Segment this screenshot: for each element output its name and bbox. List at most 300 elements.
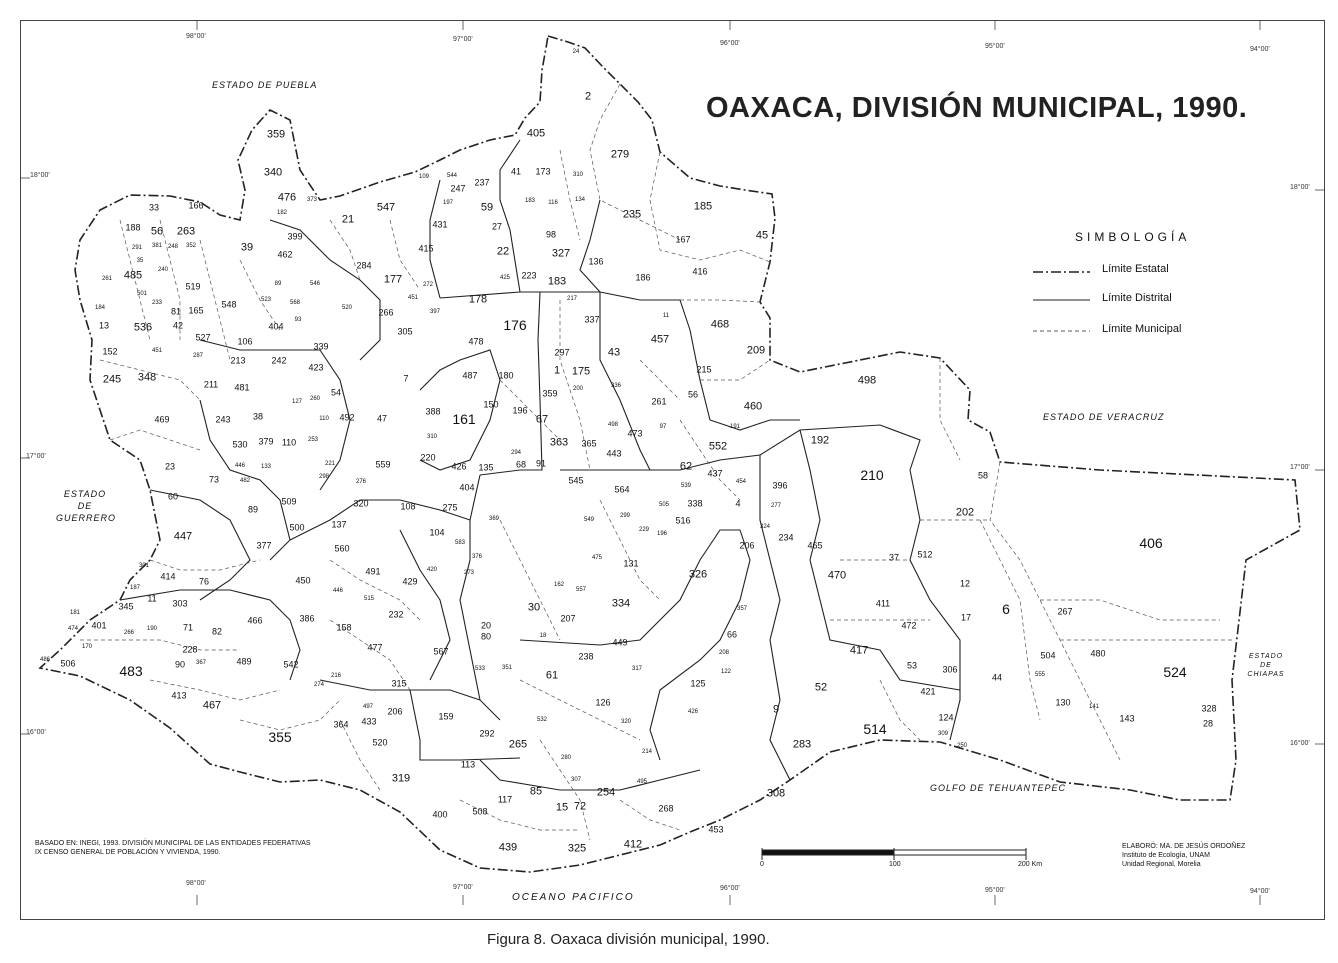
municipio-label: 505 xyxy=(658,502,670,508)
municipio-label: 348 xyxy=(137,371,157,384)
municipio-label: 178 xyxy=(468,293,488,306)
legend-item-distrital: Límite Distrital xyxy=(1102,292,1172,304)
municipio-label: 35 xyxy=(136,258,144,264)
coord-right-16: 16°00' xyxy=(1290,740,1310,747)
municipio-label: 39 xyxy=(240,241,254,254)
municipio-label: 546 xyxy=(309,281,321,287)
municipio-label: 136 xyxy=(588,256,604,267)
municipio-label: 110 xyxy=(319,416,329,422)
municipio-label: 131 xyxy=(623,558,639,569)
municipio-label: 60 xyxy=(167,491,179,502)
municipio-label: 299 xyxy=(619,513,631,519)
municipio-label: 89 xyxy=(247,504,259,515)
municipio-label: 208 xyxy=(718,650,730,656)
municipio-label: 196 xyxy=(656,531,668,537)
municipio-label: 20 xyxy=(480,620,492,631)
municipio-label: 106 xyxy=(237,336,253,347)
municipio-label: 207 xyxy=(560,613,576,624)
municipio-label: 447 xyxy=(173,530,193,543)
municipio-label: 470 xyxy=(827,569,847,582)
scale-label-0: 0 xyxy=(760,861,764,868)
municipio-label: 170 xyxy=(81,644,93,650)
municipio-label: 317 xyxy=(631,666,643,672)
scale-label-200: 200 Km xyxy=(1018,861,1043,868)
municipio-label: 451 xyxy=(151,348,163,354)
municipio-label: 466 xyxy=(247,615,263,626)
legend-item-estatal: Límite Estatal xyxy=(1102,263,1169,275)
municipio-label: 223 xyxy=(521,270,537,281)
municipio-label: 388 xyxy=(425,406,441,417)
municipio-label: 267 xyxy=(1057,606,1073,617)
coord-left-18: 18°00' xyxy=(30,172,50,179)
coord-bottom-95: 95°00' xyxy=(985,887,1005,894)
municipio-label: 6 xyxy=(1002,601,1010,617)
municipio-label: 287 xyxy=(192,353,204,359)
municipio-label: 71 xyxy=(182,622,194,633)
municipio-label: 167 xyxy=(675,234,691,245)
municipio-label: 12 xyxy=(959,578,971,589)
municipio-label: 486 xyxy=(39,657,51,663)
municipio-label: 243 xyxy=(215,414,231,425)
municipio-label: 450 xyxy=(295,575,311,586)
municipio-label: 62 xyxy=(679,460,693,473)
municipio-label: 483 xyxy=(119,663,143,679)
municipio-label: 468 xyxy=(710,318,730,331)
municipio-label: 495 xyxy=(636,779,648,785)
municipio-label: 206 xyxy=(739,540,755,551)
municipio-label: 549 xyxy=(583,517,595,523)
municipio-label: 498 xyxy=(857,374,877,387)
municipio-label: 82 xyxy=(211,626,223,637)
municipio-label: 220 xyxy=(420,452,436,463)
municipio-label: 266 xyxy=(378,307,394,318)
municipio-label: 80 xyxy=(480,631,492,642)
municipio-label: 431 xyxy=(432,219,448,230)
municipio-label: 320 xyxy=(353,498,369,509)
municipio-label: 192 xyxy=(810,434,830,447)
municipio-label: 137 xyxy=(331,519,347,530)
municipio-label: 399 xyxy=(287,231,303,242)
municipio-label: 141 xyxy=(1088,704,1100,710)
municipio-label: 176 xyxy=(503,317,527,333)
municipio-label: 320 xyxy=(620,719,632,725)
municipio-label: 477 xyxy=(367,642,383,653)
region-label-guerrero-1: ESTADO xyxy=(63,489,107,499)
municipio-label: 460 xyxy=(743,400,763,413)
municipio-label: 359 xyxy=(542,388,558,399)
municipio-label: 294 xyxy=(510,450,522,456)
municipio-label: 446 xyxy=(234,463,246,469)
municipio-label: 462 xyxy=(277,249,293,260)
municipio-label: 206 xyxy=(387,706,403,717)
municipio-label: 245 xyxy=(102,373,122,386)
municipio-label: 500 xyxy=(289,522,305,533)
municipio-label: 501 xyxy=(136,291,148,297)
municipio-label: 559 xyxy=(375,459,391,470)
municipio-label: 298 xyxy=(318,474,330,480)
credit-line-3: Unidad Regional, Morelia xyxy=(1122,861,1201,868)
municipio-label: 506 xyxy=(60,658,76,669)
coord-top-96: 96°00' xyxy=(720,40,740,47)
municipio-label: 124 xyxy=(938,712,954,723)
municipio-label: 254 xyxy=(596,786,616,799)
municipio-label: 472 xyxy=(901,620,917,631)
municipio-label: 268 xyxy=(658,803,674,814)
municipio-label: 453 xyxy=(708,824,724,835)
municipio-label: 165 xyxy=(188,305,204,316)
municipio-label: 473 xyxy=(627,428,643,439)
municipio-label: 412 xyxy=(623,838,643,851)
coord-right-18: 18°00' xyxy=(1290,184,1310,191)
municipio-label: 515 xyxy=(363,596,375,602)
municipio-label: 116 xyxy=(548,200,558,206)
municipio-label: 130 xyxy=(1055,697,1071,708)
municipio-label: 492 xyxy=(339,412,355,423)
municipio-label: 509 xyxy=(281,496,297,507)
figure-caption: Figura 8. Oaxaca división municipal, 1990. xyxy=(487,931,770,948)
municipio-label: 1 xyxy=(553,364,561,377)
municipio-label: 21 xyxy=(341,213,355,226)
municipio-label: 240 xyxy=(157,267,169,273)
municipio-label: 429 xyxy=(402,576,418,587)
municipio-label: 315 xyxy=(391,678,407,689)
region-label-veracruz: ESTADO DE VERACRUZ xyxy=(1043,412,1165,422)
credit-line-2: Instituto de Ecología, UNAM xyxy=(1122,852,1210,859)
coord-left-17: 17°00' xyxy=(26,453,46,460)
municipio-label: 457 xyxy=(650,333,670,346)
municipio-label: 90 xyxy=(174,659,186,670)
municipio-label: 54 xyxy=(330,387,342,398)
municipio-label: 61 xyxy=(545,669,559,682)
coord-top-94: 94°00' xyxy=(1250,46,1270,53)
municipio-label: 91 xyxy=(535,458,547,469)
municipio-label: 109 xyxy=(418,174,430,180)
municipio-label: 446 xyxy=(332,588,344,594)
municipio-label: 27 xyxy=(491,221,503,232)
municipio-label: 475 xyxy=(591,555,603,561)
municipio-label: 261 xyxy=(101,276,113,282)
municipio-label: 564 xyxy=(614,484,630,495)
municipio-label: 433 xyxy=(361,716,377,727)
municipio-label: 523 xyxy=(260,297,272,303)
municipio-label: 404 xyxy=(459,482,475,493)
municipio-label: 291 xyxy=(131,245,143,251)
region-label-chiapas-2: DE xyxy=(1260,662,1272,669)
municipio-label: 386 xyxy=(299,613,315,624)
region-label-chiapas-1: ESTADO xyxy=(1248,653,1284,660)
municipio-label: 357 xyxy=(736,606,748,612)
scale-bar xyxy=(762,848,1026,860)
municipio-label: 263 xyxy=(176,225,196,238)
municipio-label: 38 xyxy=(252,411,264,422)
municipio-label: 280 xyxy=(560,755,572,761)
municipal-boundaries xyxy=(80,84,1232,840)
municipio-label: 213 xyxy=(230,355,246,366)
municipio-label: 480 xyxy=(1090,648,1106,659)
municipio-label: 476 xyxy=(277,191,297,204)
municipio-label: 443 xyxy=(606,448,622,459)
municipio-label: 328 xyxy=(1201,703,1217,714)
municipio-label: 196 xyxy=(512,405,528,416)
municipio-label: 7 xyxy=(403,373,409,384)
municipio-label: 150 xyxy=(483,399,499,410)
municipio-label: 44 xyxy=(991,672,1003,683)
municipio-label: 557 xyxy=(575,587,587,593)
municipio-label: 197 xyxy=(442,200,454,206)
coord-top-98: 98°00' xyxy=(186,33,206,40)
municipio-label: 273 xyxy=(463,570,475,576)
municipio-label: 405 xyxy=(526,127,546,140)
municipio-label: 11 xyxy=(662,313,670,319)
municipio-label: 583 xyxy=(454,540,466,546)
municipio-label: 545 xyxy=(568,475,584,486)
municipio-label: 310 xyxy=(426,434,438,440)
municipio-label: 532 xyxy=(536,717,548,723)
municipio-label: 413 xyxy=(171,690,187,701)
municipio-label: 481 xyxy=(234,382,250,393)
municipio-label: 555 xyxy=(1034,672,1046,678)
municipio-label: 210 xyxy=(860,467,884,483)
municipio-label: 336 xyxy=(610,383,622,389)
municipio-label: 125 xyxy=(690,678,706,689)
municipio-label: 126 xyxy=(595,697,611,708)
municipio-label: 242 xyxy=(271,355,287,366)
municipio-label: 13 xyxy=(98,320,110,331)
municipio-label: 497 xyxy=(362,704,374,710)
municipio-label: 485 xyxy=(123,269,143,282)
municipio-label: 217 xyxy=(566,296,578,302)
municipio-label: 215 xyxy=(696,364,712,375)
municipio-label: 276 xyxy=(355,479,367,485)
municipio-label: 127 xyxy=(291,399,303,405)
municipio-label: 113 xyxy=(460,759,476,770)
municipio-label: 319 xyxy=(391,772,411,785)
municipio-label: 334 xyxy=(611,597,631,610)
municipio-label: 18 xyxy=(539,633,547,639)
municipio-label: 411 xyxy=(875,598,891,609)
source-note-line-1: BASADO EN: INEGI, 1993. DIVISIÓN MUNICIPAL DE LAS ENTIDADES FEDERATIVAS xyxy=(35,840,311,847)
municipio-label: 41 xyxy=(510,166,522,177)
municipio-label: 274 xyxy=(313,682,325,688)
municipio-label: 416 xyxy=(692,266,708,277)
map-title: OAXACA, DIVISIÓN MUNICIPAL, 1990. xyxy=(706,92,1248,124)
municipio-label: 23 xyxy=(164,461,176,472)
municipio-label: 324 xyxy=(759,524,771,530)
municipio-label: 519 xyxy=(185,281,201,292)
municipio-label: 467 xyxy=(202,699,222,712)
municipio-label: 469 xyxy=(154,414,170,425)
municipio-label: 272 xyxy=(422,282,434,288)
municipio-label: 369 xyxy=(488,516,500,522)
municipio-label: 4 xyxy=(735,498,741,509)
municipio-label: 72 xyxy=(573,800,587,813)
municipio-label: 504 xyxy=(1040,650,1056,661)
municipio-label: 250 xyxy=(956,743,968,749)
municipio-label: 363 xyxy=(549,436,569,449)
region-label-puebla: ESTADO DE PUEBLA xyxy=(212,80,318,90)
municipio-label: 396 xyxy=(772,480,788,491)
municipio-label: 516 xyxy=(675,515,691,526)
municipio-label: 190 xyxy=(146,626,158,632)
municipio-label: 498 xyxy=(607,422,619,428)
municipio-label: 474 xyxy=(67,626,79,632)
coord-bottom-97: 97°00' xyxy=(453,884,473,891)
municipio-label: 253 xyxy=(307,437,319,443)
municipio-label: 520 xyxy=(372,737,388,748)
coord-top-95: 95°00' xyxy=(985,43,1005,50)
municipio-label: 365 xyxy=(581,438,597,449)
coordinate-ticks xyxy=(20,20,1325,905)
municipio-label: 232 xyxy=(388,609,404,620)
municipio-label: 260 xyxy=(309,396,321,402)
municipio-label: 567 xyxy=(433,646,449,657)
municipio-label: 81 xyxy=(170,306,182,317)
municipio-label: 85 xyxy=(529,785,543,798)
municipio-label: 56 xyxy=(150,225,164,238)
source-note-line-2: IX CENSO GENERAL DE POBLACIÓN Y VIVIENDA, 1990. xyxy=(35,849,221,856)
municipio-label: 397 xyxy=(429,309,441,315)
municipio-label: 184 xyxy=(94,305,106,311)
legend-heading: SIMBOLOGÍA xyxy=(1075,230,1191,244)
municipio-label: 22 xyxy=(496,245,510,258)
municipio-label: 180 xyxy=(498,370,514,381)
municipio-label: 478 xyxy=(468,336,484,347)
municipio-label: 98 xyxy=(545,229,557,240)
credit-line-1: ELABORÓ: MA. DE JESÚS ORDOÑEZ xyxy=(1122,843,1246,850)
municipio-label: 216 xyxy=(330,673,342,679)
municipio-label: 352 xyxy=(185,243,197,249)
municipio-label: 345 xyxy=(118,601,134,612)
municipio-label: 284 xyxy=(356,260,372,271)
municipio-label: 183 xyxy=(524,198,536,204)
municipio-label: 351 xyxy=(501,665,513,671)
municipio-label: 547 xyxy=(376,201,396,214)
municipio-label: 211 xyxy=(203,379,219,390)
municipio-label: 426 xyxy=(687,709,699,715)
municipio-label: 415 xyxy=(418,243,434,254)
municipio-label: 108 xyxy=(400,501,416,512)
municipio-label: 9 xyxy=(772,703,780,716)
municipio-label: 15 xyxy=(555,801,569,814)
municipio-label: 177 xyxy=(383,273,403,286)
municipio-label: 187 xyxy=(129,585,141,591)
municipio-label: 487 xyxy=(462,370,478,381)
region-label-ocean: OCEANO PACIFICO xyxy=(512,892,635,903)
municipio-label: 326 xyxy=(688,568,708,581)
municipio-label: 183 xyxy=(547,275,567,288)
municipio-label: 367 xyxy=(195,660,207,666)
municipio-label: 338 xyxy=(687,498,703,509)
municipio-label: 24 xyxy=(572,49,580,55)
municipio-label: 248 xyxy=(167,244,179,250)
municipio-label: 306 xyxy=(942,664,958,675)
region-label-gulf: GOLFO DE TEHUANTEPEC xyxy=(930,783,1067,793)
municipio-label: 56 xyxy=(687,389,699,400)
municipio-label: 53 xyxy=(906,660,918,671)
legend-item-municipal: Límite Municipal xyxy=(1102,323,1182,335)
municipio-label: 93 xyxy=(294,317,302,323)
municipio-label: 202 xyxy=(955,506,975,519)
municipio-label: 421 xyxy=(920,686,936,697)
municipio-label: 17 xyxy=(960,612,972,623)
municipio-label: 560 xyxy=(334,543,350,554)
municipio-label: 42 xyxy=(172,320,184,331)
municipio-label: 30 xyxy=(527,601,541,614)
municipio-label: 305 xyxy=(397,326,413,337)
municipio-label: 340 xyxy=(263,166,283,179)
municipio-label: 110 xyxy=(281,437,297,448)
municipio-label: 247 xyxy=(450,183,466,194)
municipio-label: 303 xyxy=(172,598,188,609)
municipio-label: 539 xyxy=(680,483,692,489)
municipio-label: 66 xyxy=(726,629,738,640)
region-label-guerrero-2: DE xyxy=(77,501,93,511)
municipio-label: 359 xyxy=(266,128,286,141)
municipio-label: 238 xyxy=(578,651,594,662)
municipio-label: 68 xyxy=(515,459,527,470)
municipio-label: 364 xyxy=(333,719,349,730)
municipio-label: 439 xyxy=(498,841,518,854)
municipio-label: 182 xyxy=(276,210,288,216)
municipio-label: 89 xyxy=(274,281,282,287)
municipio-label: 283 xyxy=(792,738,812,751)
municipio-label: 11 xyxy=(147,593,157,604)
municipio-label: 465 xyxy=(807,540,823,551)
municipio-label: 277 xyxy=(770,503,782,509)
coord-bottom-94: 94°00' xyxy=(1250,888,1270,895)
municipio-label: 229 xyxy=(638,527,650,533)
municipio-label: 404 xyxy=(268,321,284,332)
municipio-label: 97 xyxy=(659,424,667,430)
municipio-label: 552 xyxy=(708,440,728,453)
municipio-label: 373 xyxy=(306,197,318,203)
municipio-label: 134 xyxy=(574,197,586,203)
municipio-label: 162 xyxy=(553,582,565,588)
municipio-label: 514 xyxy=(863,721,887,737)
municipio-label: 337 xyxy=(584,314,600,325)
municipio-label: 425 xyxy=(499,275,511,281)
municipio-label: 400 xyxy=(432,809,448,820)
municipio-label: 67 xyxy=(535,413,549,426)
municipio-label: 58 xyxy=(977,470,989,481)
municipio-label: 301 xyxy=(138,563,150,569)
region-label-chiapas-3: CHIAPAS xyxy=(1247,671,1285,678)
region-label-guerrero-3: GUERRERO xyxy=(56,513,117,523)
municipio-label: 512 xyxy=(917,549,933,560)
municipio-label: 544 xyxy=(446,173,458,179)
coord-top-97: 97°00' xyxy=(453,36,473,43)
municipio-label: 568 xyxy=(289,300,301,306)
municipio-label: 28 xyxy=(1202,718,1214,729)
municipio-label: 489 xyxy=(236,656,252,667)
municipio-label: 414 xyxy=(160,571,176,582)
municipio-label: 166 xyxy=(188,200,204,211)
municipio-label: 158 xyxy=(336,622,352,633)
municipio-label: 188 xyxy=(125,222,141,233)
municipio-label: 520 xyxy=(341,305,353,311)
municipio-label: 266 xyxy=(123,630,135,636)
municipio-label: 117 xyxy=(497,794,513,805)
municipio-label: 59 xyxy=(480,201,494,214)
municipio-label: 143 xyxy=(1119,713,1135,724)
municipio-label: 524 xyxy=(1163,664,1187,680)
municipio-label: 52 xyxy=(814,681,828,694)
municipio-label: 310 xyxy=(572,172,584,178)
municipio-label: 152 xyxy=(102,346,118,357)
municipio-label: 228 xyxy=(182,644,198,655)
municipio-label: 45 xyxy=(755,229,769,242)
scale-label-100: 100 xyxy=(889,861,901,868)
